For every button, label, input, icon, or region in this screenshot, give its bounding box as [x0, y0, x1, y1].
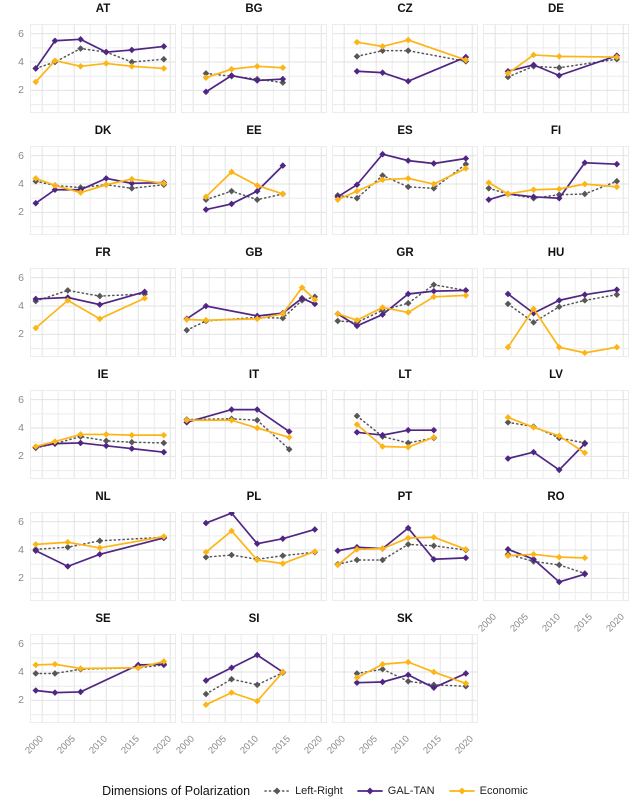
- marker-diamond-gal_tan: [228, 664, 235, 671]
- facet-title-RO: RO: [547, 491, 565, 503]
- x-axis-label: 2005: [508, 611, 532, 635]
- marker-diamond-left_right: [379, 557, 386, 564]
- legend-title: Dimensions of Polarization: [102, 784, 251, 798]
- marker-diamond-economic: [254, 63, 261, 70]
- facet-panel-ES: [332, 146, 478, 235]
- marker-diamond-left_right: [228, 188, 235, 195]
- marker-diamond-left_right: [405, 300, 412, 307]
- marker-diamond-economic: [32, 541, 39, 548]
- facet-plot-PL: [181, 512, 327, 601]
- marker-diamond-left_right: [161, 440, 168, 447]
- series-line-economic: [508, 554, 585, 558]
- x-axis-label: 2020: [604, 611, 628, 635]
- facet-title-BG: BG: [245, 3, 263, 15]
- y-axis-label: 2: [18, 206, 24, 219]
- facet-plot-SE: [30, 634, 176, 723]
- marker-diamond-economic: [312, 548, 319, 555]
- y-axis-label: 6: [18, 271, 24, 284]
- facet-panel-EE: [181, 146, 327, 235]
- marker-diamond-gal_tan: [556, 72, 563, 79]
- x-axis-label: 2000: [476, 611, 500, 635]
- marker-diamond-left_right: [161, 56, 168, 63]
- facet-title-SE: SE: [95, 613, 111, 625]
- marker-diamond-left_right: [228, 676, 235, 683]
- facet-title-AT: AT: [95, 3, 111, 15]
- marker-diamond-left_right: [203, 691, 210, 698]
- facet-panel-SK: [332, 634, 478, 723]
- facet-panel-CZ: [332, 24, 478, 113]
- marker-diamond-left_right: [183, 327, 190, 334]
- marker-diamond-gal_tan: [32, 687, 39, 694]
- x-axis-label: 2010: [540, 611, 564, 635]
- facet-panel-FI: [483, 146, 629, 235]
- y-axis-label: 4: [18, 422, 24, 435]
- legend-marker: [458, 788, 465, 795]
- facet-title-FR: FR: [95, 247, 111, 259]
- marker-diamond-gal_tan: [463, 555, 470, 562]
- marker-diamond-gal_tan: [228, 201, 235, 208]
- marker-diamond-left_right: [431, 542, 438, 549]
- series-line-left_right: [187, 297, 315, 330]
- legend-key-gal_tan-icon: [357, 785, 383, 797]
- series-line-left_right: [206, 673, 283, 694]
- x-axis-label: 2020: [151, 733, 175, 757]
- facet-title-EE: EE: [246, 125, 262, 137]
- facet-title-LV: LV: [549, 369, 563, 381]
- marker-diamond-gal_tan: [431, 160, 438, 167]
- marker-diamond-economic: [379, 661, 386, 668]
- facet-plot-IE: [30, 390, 176, 479]
- facet-panel-SI: [181, 634, 327, 723]
- series-line-economic: [508, 417, 585, 452]
- marker-diamond-gal_tan: [228, 406, 235, 413]
- marker-diamond-economic: [505, 414, 512, 421]
- x-axis-label: 2020: [453, 733, 477, 757]
- marker-diamond-left_right: [556, 303, 563, 310]
- y-axis-label: 4: [18, 178, 24, 191]
- marker-diamond-gal_tan: [96, 301, 103, 308]
- series-line-gal_tan: [206, 655, 283, 681]
- facet-plot-ES: [332, 146, 478, 235]
- marker-diamond-economic: [103, 60, 110, 67]
- series-line-left_right: [357, 51, 466, 62]
- y-axis-label: 6: [18, 515, 24, 528]
- y-axis-label: 6: [18, 393, 24, 406]
- series-line-left_right: [508, 422, 585, 443]
- y-axis-label: 6: [18, 637, 24, 650]
- marker-diamond-economic: [379, 176, 386, 183]
- marker-diamond-gal_tan: [582, 291, 589, 298]
- y-axis-label: 4: [18, 56, 24, 69]
- marker-diamond-economic: [556, 554, 563, 561]
- marker-diamond-economic: [103, 181, 110, 188]
- marker-diamond-left_right: [556, 64, 563, 71]
- y-axis-label: 2: [18, 572, 24, 585]
- series-line-gal_tan: [508, 290, 617, 313]
- marker-diamond-economic: [129, 176, 136, 183]
- x-axis-label: 2005: [206, 733, 230, 757]
- facet-title-PT: PT: [397, 491, 413, 503]
- y-axis-label: 4: [18, 300, 24, 313]
- facet-plot-SK: [332, 634, 478, 723]
- series-line-gal_tan: [357, 673, 466, 687]
- facet-title-PL: PL: [246, 491, 262, 503]
- marker-diamond-gal_tan: [77, 440, 84, 447]
- y-axis-label: 6: [18, 149, 24, 162]
- legend: [0, 784, 630, 798]
- x-axis-label: 2000: [23, 733, 47, 757]
- facet-title-IE: IE: [97, 369, 109, 381]
- y-axis-label: 4: [18, 666, 24, 679]
- marker-diamond-economic: [203, 701, 210, 708]
- marker-diamond-economic: [463, 292, 470, 299]
- facet-title-SK: SK: [397, 613, 413, 625]
- y-axis-label: 6: [18, 27, 24, 40]
- marker-diamond-economic: [463, 546, 470, 553]
- facet-panel-BG: [181, 24, 327, 113]
- marker-diamond-gal_tan: [161, 449, 168, 456]
- marker-diamond-economic: [52, 661, 59, 668]
- facet-title-HU: HU: [547, 247, 565, 259]
- facet-title-GB: GB: [245, 247, 263, 259]
- marker-diamond-left_right: [485, 185, 492, 192]
- facet-plot-DE: [483, 24, 629, 113]
- marker-diamond-gal_tan: [52, 689, 59, 696]
- facet-title-FI: FI: [550, 125, 562, 137]
- marker-diamond-gal_tan: [103, 442, 110, 449]
- x-axis-label: 2005: [357, 733, 381, 757]
- marker-diamond-gal_tan: [77, 689, 84, 696]
- marker-diamond-gal_tan: [582, 571, 589, 578]
- facet-panel-LV: [483, 390, 629, 479]
- marker-diamond-gal_tan: [354, 68, 361, 75]
- marker-diamond-gal_tan: [203, 677, 210, 684]
- facet-panel-NL: [30, 512, 176, 601]
- facet-panel-DE: [483, 24, 629, 113]
- marker-diamond-economic: [161, 65, 168, 72]
- facet-panel-PT: [332, 512, 478, 601]
- marker-diamond-gal_tan: [103, 175, 110, 182]
- marker-diamond-left_right: [228, 552, 235, 559]
- facet-panel-HU: [483, 268, 629, 357]
- marker-diamond-economic: [354, 188, 361, 195]
- series-line-economic: [508, 309, 617, 353]
- y-axis-label: 2: [18, 450, 24, 463]
- x-axis-label: 2005: [55, 733, 79, 757]
- marker-diamond-gal_tan: [203, 206, 210, 213]
- facet-plot-NL: [30, 512, 176, 601]
- facet-title-NL: NL: [95, 491, 111, 503]
- facet-plot-SI: [181, 634, 327, 723]
- legend-item-economic[interactable]: [449, 785, 528, 797]
- x-axis-label: 2015: [119, 733, 143, 757]
- facet-title-GR: GR: [396, 247, 414, 259]
- facet-title-DE: DE: [548, 3, 564, 15]
- marker-diamond-economic: [254, 425, 261, 432]
- legend-item-gal_tan[interactable]: [357, 785, 435, 797]
- marker-diamond-economic: [161, 432, 168, 439]
- marker-diamond-left_right: [129, 439, 136, 446]
- marker-diamond-gal_tan: [103, 49, 110, 56]
- series-line-left_right: [187, 419, 289, 450]
- marker-diamond-economic: [614, 184, 621, 191]
- marker-diamond-economic: [129, 432, 136, 439]
- facet-plot-RO: [483, 512, 629, 601]
- y-axis-label: 2: [18, 84, 24, 97]
- facet-title-SI: SI: [248, 613, 260, 625]
- legend-key-economic-icon: [449, 785, 475, 797]
- marker-diamond-economic: [405, 37, 412, 44]
- facet-panel-AT: [30, 24, 176, 113]
- marker-diamond-gal_tan: [96, 551, 103, 558]
- marker-diamond-gal_tan: [485, 196, 492, 203]
- marker-diamond-economic: [582, 350, 589, 357]
- facet-plot-AT: [30, 24, 176, 113]
- facet-title-ES: ES: [397, 125, 413, 137]
- marker-diamond-left_right: [556, 562, 563, 569]
- marker-diamond-gal_tan: [556, 297, 563, 304]
- marker-diamond-economic: [431, 669, 438, 676]
- marker-diamond-economic: [77, 665, 84, 672]
- marker-diamond-left_right: [254, 417, 261, 424]
- marker-diamond-left_right: [405, 47, 412, 54]
- facet-title-CZ: CZ: [397, 3, 413, 15]
- marker-diamond-economic: [203, 74, 210, 81]
- marker-diamond-left_right: [334, 318, 341, 325]
- facet-panel-GB: [181, 268, 327, 357]
- marker-diamond-economic: [141, 295, 148, 302]
- marker-diamond-left_right: [405, 184, 412, 191]
- marker-diamond-economic: [405, 444, 412, 451]
- facet-panel-DK: [30, 146, 176, 235]
- marker-diamond-economic: [431, 534, 438, 541]
- marker-diamond-economic: [556, 53, 563, 60]
- x-axis-label: 2010: [389, 733, 413, 757]
- legend-label: Left-Right: [295, 785, 343, 797]
- series-line-gal_tan: [357, 57, 466, 81]
- series-line-economic: [206, 672, 283, 705]
- marker-diamond-gal_tan: [129, 445, 136, 452]
- marker-diamond-economic: [354, 674, 361, 681]
- marker-diamond-left_right: [32, 670, 39, 677]
- facet-plot-BG: [181, 24, 327, 113]
- x-axis-label: 2015: [572, 611, 596, 635]
- marker-diamond-economic: [379, 43, 386, 50]
- facet-title-DK: DK: [94, 125, 112, 137]
- facet-plot-FI: [483, 146, 629, 235]
- marker-diamond-left_right: [614, 178, 621, 185]
- marker-diamond-economic: [52, 182, 59, 189]
- facet-panel-IT: [181, 390, 327, 479]
- x-axis-label: 2010: [87, 733, 111, 757]
- marker-diamond-economic: [530, 424, 537, 431]
- facet-panel-LT: [332, 390, 478, 479]
- legend-marker: [274, 788, 281, 795]
- facet-plot-DK: [30, 146, 176, 235]
- marker-diamond-gal_tan: [405, 157, 412, 164]
- x-axis-label: 2000: [174, 733, 198, 757]
- facet-panel-GR: [332, 268, 478, 357]
- marker-diamond-left_right: [405, 678, 412, 685]
- legend-marker: [366, 788, 373, 795]
- facet-plot-CZ: [332, 24, 478, 113]
- y-axis-label: 2: [18, 328, 24, 341]
- marker-diamond-gal_tan: [312, 526, 319, 533]
- marker-diamond-economic: [405, 175, 412, 182]
- marker-diamond-economic: [431, 434, 438, 441]
- marker-diamond-gal_tan: [161, 43, 168, 50]
- marker-diamond-economic: [228, 689, 235, 696]
- marker-diamond-left_right: [52, 670, 59, 677]
- marker-diamond-gal_tan: [334, 547, 341, 554]
- marker-diamond-economic: [582, 555, 589, 562]
- marker-diamond-gal_tan: [379, 69, 386, 76]
- series-line-gal_tan: [508, 56, 617, 76]
- marker-diamond-left_right: [64, 287, 71, 294]
- marker-diamond-gal_tan: [405, 672, 412, 679]
- facet-plot-LT: [332, 390, 478, 479]
- marker-diamond-left_right: [254, 682, 261, 689]
- marker-diamond-gal_tan: [280, 76, 287, 83]
- facet-plot-IT: [181, 390, 327, 479]
- marker-diamond-economic: [280, 191, 287, 198]
- marker-diamond-left_right: [354, 557, 361, 564]
- facet-plot-PT: [332, 512, 478, 601]
- series-line-gal_tan: [206, 166, 283, 210]
- facet-plot-EE: [181, 146, 327, 235]
- facet-panel-FR: [30, 268, 176, 357]
- marker-diamond-left_right: [96, 538, 103, 545]
- marker-diamond-economic: [556, 186, 563, 193]
- marker-diamond-gal_tan: [463, 670, 470, 677]
- marker-diamond-left_right: [280, 552, 287, 559]
- series-line-gal_tan: [206, 76, 283, 92]
- marker-diamond-gal_tan: [354, 429, 361, 436]
- facet-panel-IE: [30, 390, 176, 479]
- facet-title-LT: LT: [398, 369, 412, 381]
- x-axis-label: 2020: [302, 733, 326, 757]
- facet-plot-GB: [181, 268, 327, 357]
- facet-plot-FR: [30, 268, 176, 357]
- x-axis-label: 2015: [270, 733, 294, 757]
- facet-panel-SE: [30, 634, 176, 723]
- marker-diamond-economic: [354, 39, 361, 46]
- facet-plot-LV: [483, 390, 629, 479]
- marker-diamond-economic: [405, 659, 412, 666]
- marker-diamond-left_right: [77, 45, 84, 52]
- marker-diamond-gal_tan: [463, 155, 470, 162]
- x-axis-label: 2000: [325, 733, 349, 757]
- marker-diamond-economic: [228, 66, 235, 73]
- legend-label: GAL-TAN: [387, 785, 435, 797]
- facet-plot-HU: [483, 268, 629, 357]
- marker-diamond-economic: [129, 63, 136, 70]
- marker-diamond-economic: [32, 662, 39, 669]
- marker-diamond-economic: [103, 431, 110, 438]
- marker-diamond-gal_tan: [280, 535, 287, 542]
- facet-plot-GR: [332, 268, 478, 357]
- legend-label: Economic: [479, 785, 528, 797]
- marker-diamond-left_right: [582, 191, 589, 198]
- marker-diamond-economic: [286, 434, 293, 441]
- marker-diamond-economic: [614, 344, 621, 351]
- series-line-gal_tan: [338, 528, 466, 559]
- marker-diamond-left_right: [354, 53, 361, 60]
- marker-diamond-economic: [530, 551, 537, 558]
- marker-diamond-left_right: [405, 541, 412, 548]
- marker-diamond-economic: [530, 186, 537, 193]
- x-axis-label: 2010: [238, 733, 262, 757]
- marker-diamond-economic: [463, 165, 470, 172]
- marker-diamond-gal_tan: [77, 36, 84, 43]
- y-axis-label: 4: [18, 544, 24, 557]
- marker-diamond-gal_tan: [505, 546, 512, 553]
- marker-diamond-left_right: [254, 196, 261, 203]
- legend-item-left_right[interactable]: [264, 785, 343, 797]
- marker-diamond-gal_tan: [203, 520, 210, 527]
- legend-key-left_right-icon: [264, 785, 290, 797]
- series-line-economic: [357, 40, 466, 60]
- marker-diamond-gal_tan: [379, 679, 386, 686]
- marker-diamond-economic: [280, 560, 287, 567]
- facet-panel-RO: [483, 512, 629, 601]
- marker-diamond-economic: [280, 64, 287, 71]
- x-axis-label: 2015: [421, 733, 445, 757]
- marker-diamond-gal_tan: [405, 78, 412, 85]
- marker-diamond-economic: [64, 539, 71, 546]
- facet-panel-PL: [181, 512, 327, 601]
- marker-diamond-gal_tan: [614, 161, 621, 168]
- facet-title-IT: IT: [248, 369, 260, 381]
- marker-diamond-economic: [582, 181, 589, 188]
- series-line-gal_tan: [508, 549, 585, 582]
- marker-diamond-left_right: [582, 297, 589, 304]
- marker-diamond-left_right: [96, 293, 103, 300]
- marker-diamond-economic: [77, 63, 84, 70]
- marker-diamond-gal_tan: [431, 288, 438, 295]
- y-axis-label: 2: [18, 694, 24, 707]
